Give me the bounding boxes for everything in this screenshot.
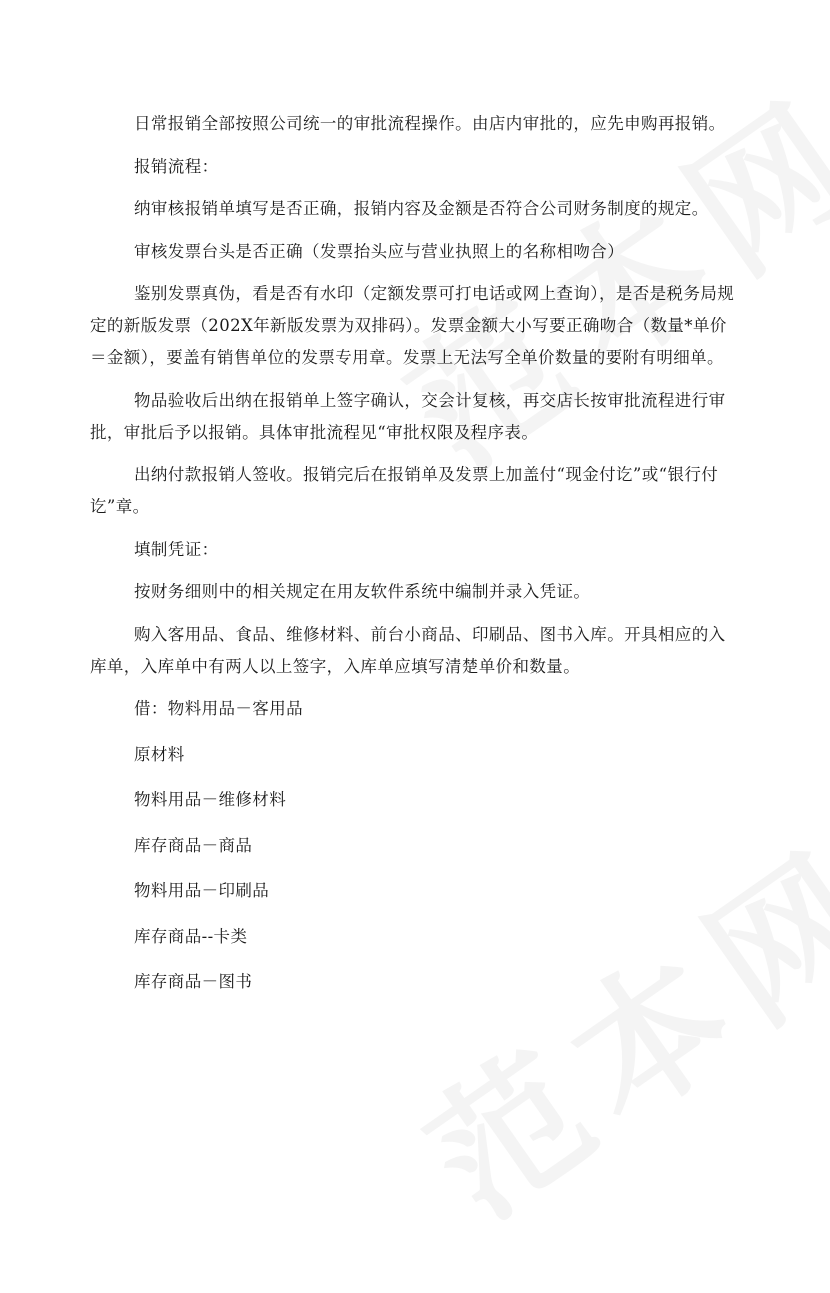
paragraph-review-invoice-title: 审核发票台头是否正确（发票抬头应与营业执照上的名称相吻合） xyxy=(134,241,625,261)
paragraph-purchase-warehousing: 购入客用品、食品、维修材料、前台小商品、印刷品、图书入库。开具相应的入库单，入库单中有两人以上签字，入库单应填写清楚单价和数量。 xyxy=(90,624,726,676)
entry-line: 原材料 xyxy=(134,744,185,764)
paragraph-payment-stamp: 出纳付款报销人签收。报销完后在报销单及发票上加盖付“现金付讫”或“银行付讫”章。 xyxy=(90,465,719,516)
entry-line: 物料用品－印刷品 xyxy=(134,881,270,900)
entry-line: 库存商品－商品 xyxy=(134,835,253,855)
entry-line: 库存商品--卡类 xyxy=(134,926,248,946)
document-body xyxy=(90,108,740,1012)
heading-voucher-prep: 填制凭证： xyxy=(134,539,219,559)
paragraph-intro: 日常报销全部按照公司统一的审批流程操作。由店内审批的，应先申购再报销。 xyxy=(134,114,726,133)
entry-line: 借：物料用品－客用品 xyxy=(134,699,303,718)
entry-line: 物料用品－维修材料 xyxy=(134,790,287,809)
entry-line: 库存商品－图书 xyxy=(134,972,253,991)
heading-reimbursement-process: 报销流程： xyxy=(134,156,219,176)
paragraph-acceptance-approval: 物品验收后出纳在报销单上签字确认，交会计复核，再交店长按审批流程进行审批，审批后予以报销。具体审批流程见“审批权限及程序表。 xyxy=(90,390,726,442)
paragraph-verify-invoice: 鉴别发票真伪，看是否有水印（定额发票可打电话或网上查询），是否是税务局规定的新版发票（202X年新版发票为双排码）。发票金额大小写要正确吻合（数量*单价＝金额），要盖有销售单位的发票专用章。发票上无法写全单价数量的要附有明细单。 xyxy=(90,284,735,367)
paragraph-review-form: 纳审核报销单填写是否正确，报销内容及金额是否符合公司财务制度的规定。 xyxy=(134,199,709,218)
paragraph-voucher-entry: 按财务细则中的相关规定在用友软件系统中编制并录入凭证。 xyxy=(134,582,591,601)
